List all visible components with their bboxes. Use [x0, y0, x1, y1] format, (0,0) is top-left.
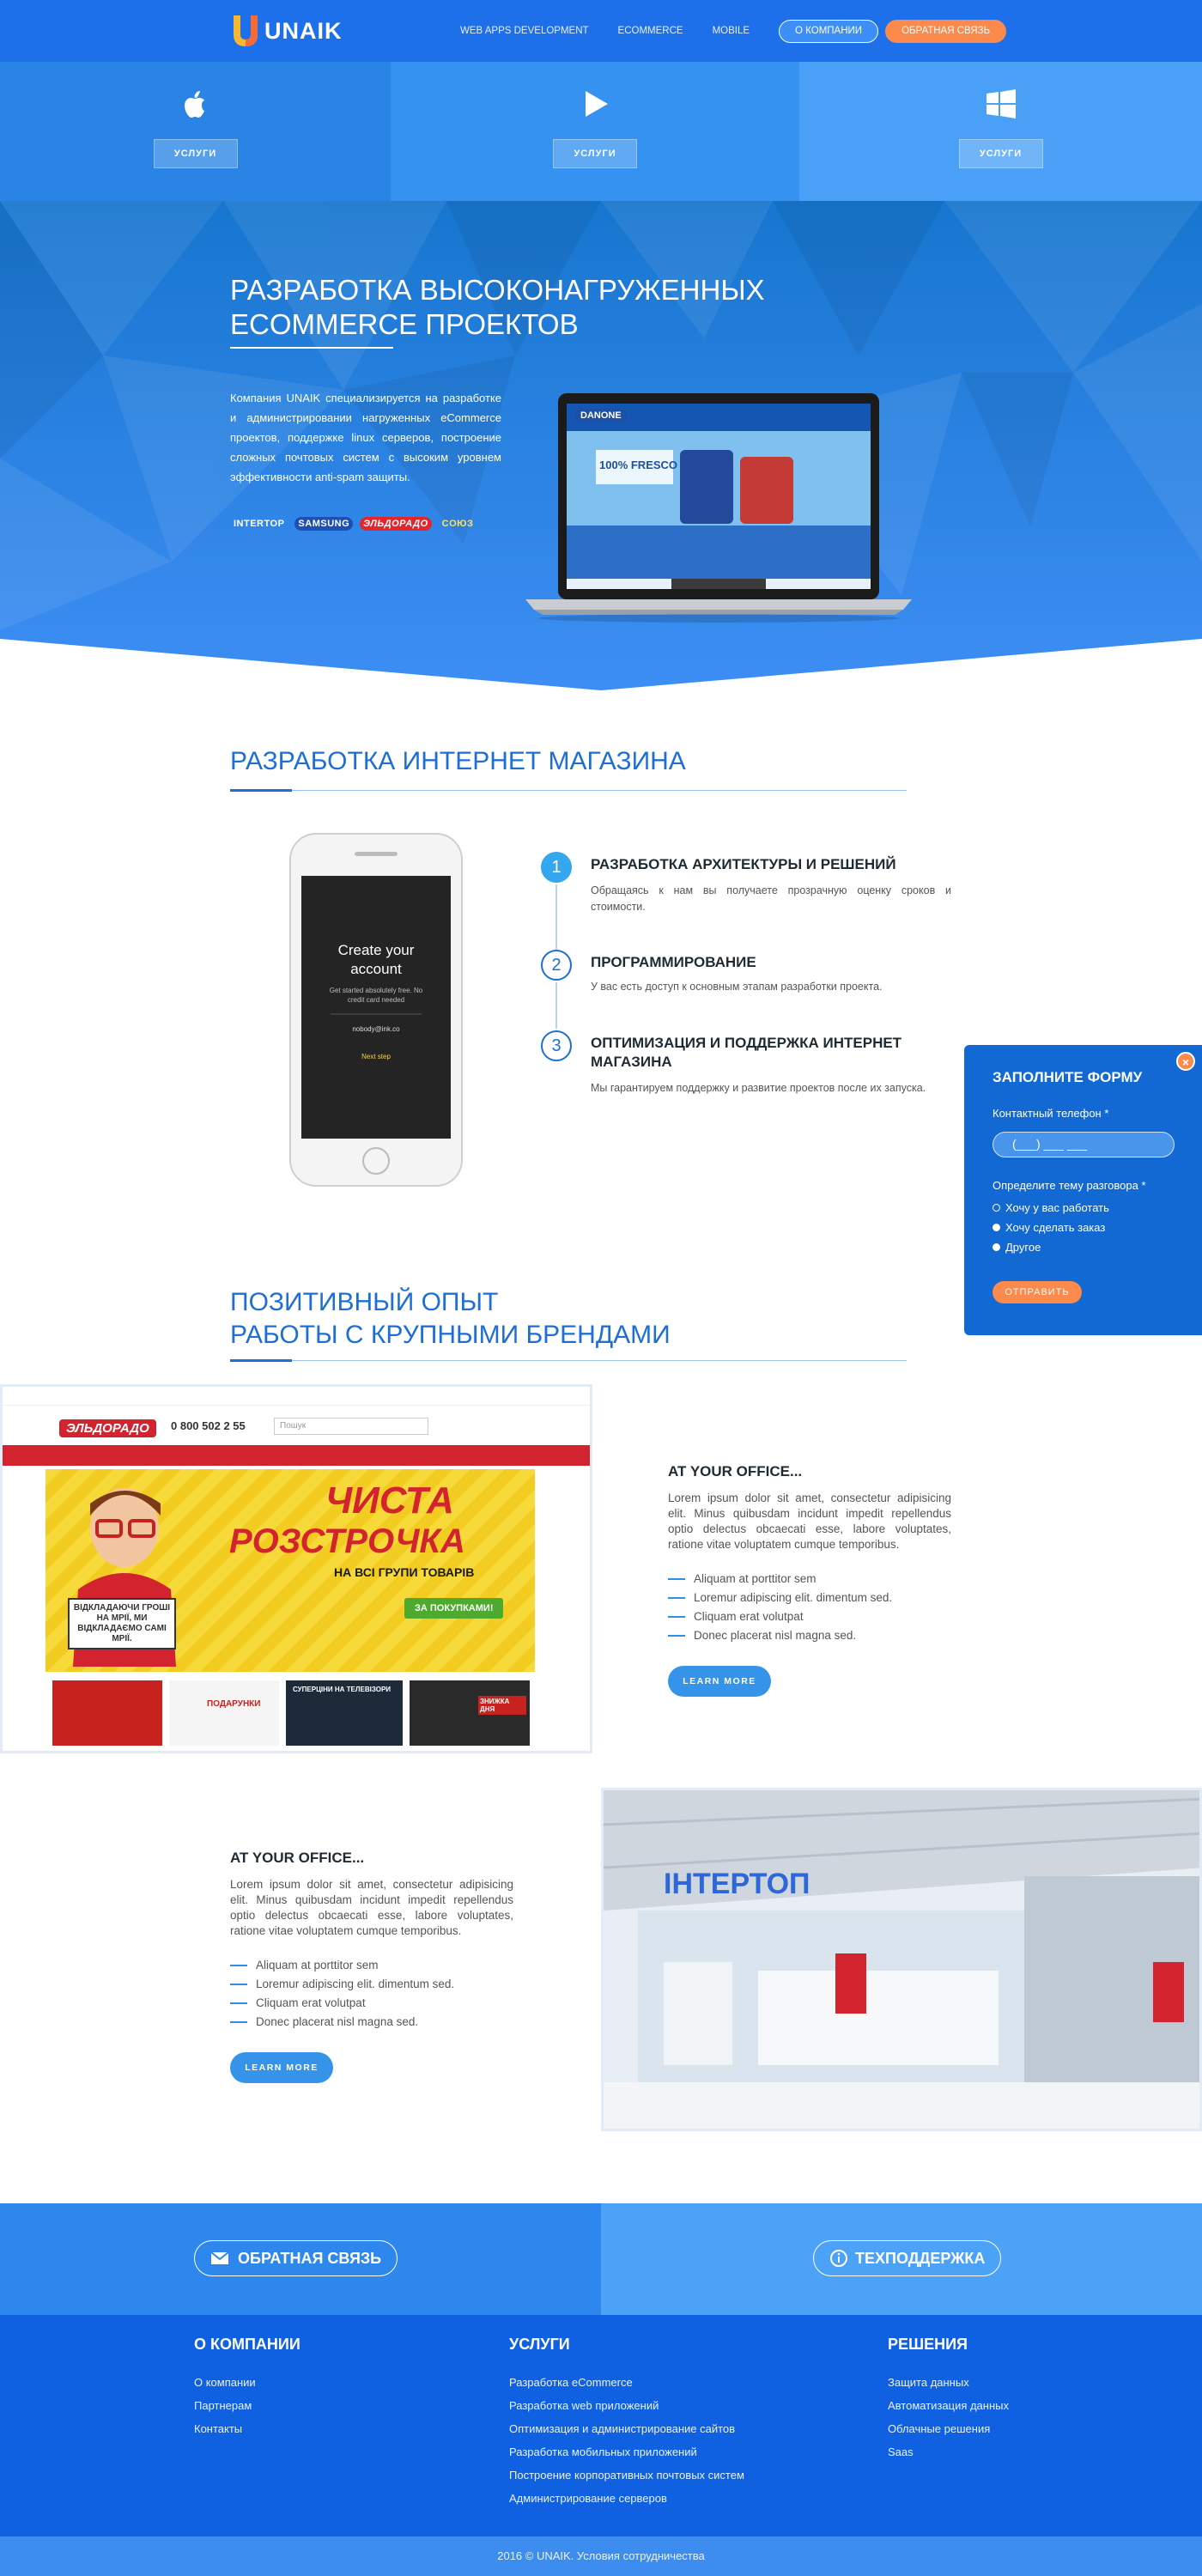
promo-tile-label: ПОДАРУНКИ [207, 1699, 261, 1709]
promo-speech-bubble: ВІДКЛАДАЮЧИ ГРОШІ НА МРІЇ, МИ ВІДКЛАДАЄМО САМІ МРІЇ. [68, 1598, 176, 1649]
service-button[interactable]: УСЛУГИ [959, 139, 1043, 168]
footer-about-column [194, 2336, 300, 2440]
list-item: Cliquam erat volutpat [668, 1607, 951, 1626]
step-number: 1 [541, 852, 572, 883]
footer-link[interactable]: Автоматизация данных [888, 2399, 1009, 2412]
office-title: AT YOUR OFFICE... [668, 1463, 803, 1479]
phone-next-step[interactable]: Next step [361, 1053, 391, 1060]
about-button[interactable]: О КОМПАНИИ [779, 20, 878, 43]
step-number: 2 [541, 950, 572, 981]
laptop-mockup [525, 393, 912, 627]
topic-option-order[interactable] [993, 1221, 1105, 1234]
cta-support-panel [601, 2203, 1202, 2315]
footer-heading: УСЛУГИ [509, 2336, 570, 2353]
step-number: 3 [541, 1030, 572, 1061]
logo-text: UNAIK [264, 17, 343, 44]
eldorado-menu-bar [3, 1445, 592, 1466]
service-button[interactable]: УСЛУГИ [154, 139, 238, 168]
service-apple [0, 62, 391, 201]
brands-title-line2: РАБОТЫ С КРУПНЫМИ БРЕНДАМИ [230, 1321, 671, 1349]
service-windows [799, 62, 1202, 201]
eldorado-logo: ЭЛЬДОРАДО [59, 1419, 156, 1437]
cta-support-label: ТЕХПОДДЕРЖКА [855, 2249, 986, 2267]
promo-subtitle: НА ВСІ ГРУПИ ТОВАРІВ [334, 1565, 475, 1579]
service-button[interactable]: УСЛУГИ [553, 139, 637, 168]
step-title: РАЗРАБОТКА АРХИТЕКТУРЫ И РЕШЕНИЙ [591, 856, 896, 872]
eldorado-search-input[interactable]: Пошук [274, 1418, 428, 1435]
footer-services-column [509, 2336, 744, 2510]
footer-solutions-column [888, 2336, 1009, 2464]
option-label: Хочу сделать заказ [1005, 1221, 1106, 1234]
footer-link[interactable]: Партнерам [194, 2399, 252, 2412]
list-item: Cliquam erat volutpat [230, 1994, 513, 2013]
cta-support-button[interactable] [813, 2240, 1001, 2276]
brands-title-line1: ПОЗИТИВНЫЙ ОПЫТ [230, 1288, 499, 1316]
brands-section-title [230, 1286, 671, 1352]
radio-icon[interactable] [993, 1243, 1000, 1251]
list-item: Loremur adipiscing elit. dimentum sed. [668, 1589, 951, 1607]
office-text: Lorem ipsum dolor sit amet, consectetur adipisicing elit. Minus quibusdam incidunt impedit repellendus optio delectus obcaecati esse, labore voluptates, ratione vitae voluptatem cumque temporibus. [230, 1878, 513, 1937]
footer-link[interactable]: Защита данных [888, 2376, 969, 2389]
nav-ecommerce[interactable]: ECOMMERCE [617, 26, 683, 36]
step-1 [541, 852, 953, 912]
eldorado-promo-banner [46, 1469, 535, 1672]
client-logos [230, 517, 477, 531]
radio-icon[interactable] [993, 1224, 1000, 1231]
step-3 [541, 1030, 953, 1099]
close-icon[interactable]: × [1176, 1052, 1195, 1071]
cta-feedback-button[interactable] [194, 2240, 398, 2276]
footer-heading: РЕШЕНИЯ [888, 2336, 968, 2353]
apple-icon [179, 88, 212, 120]
step-text: Обращаясь к нам вы получаете прозрачную оценку сроков и стоимости. [591, 884, 951, 913]
list-item: Aliquam at porttitor sem [668, 1570, 951, 1589]
footer-link[interactable]: Контакты [194, 2422, 243, 2435]
phone-label: Контактный телефон * [993, 1107, 1109, 1120]
footer-link[interactable]: Saas [888, 2445, 914, 2458]
promo-title-line2: РОЗСТРОЧКА [229, 1522, 465, 1560]
shop-section-divider [230, 790, 907, 791]
logo[interactable] [230, 12, 343, 50]
services-strip [0, 62, 1202, 201]
play-icon [579, 88, 611, 120]
phone-screen-email: nobody@ink.co [352, 1025, 400, 1033]
intertop-sign: ІНТЕРТОП [664, 1868, 810, 1900]
info-icon [829, 2249, 848, 2268]
eldorado-topbar [3, 1387, 592, 1406]
step-2 [541, 950, 953, 1001]
option-label: Хочу у вас работать [1005, 1201, 1109, 1214]
step-title: ОПТИМИЗАЦИЯ И ПОДДЕРЖКА ИНТЕРНЕТ МАГАЗИНА [591, 1035, 902, 1070]
laptop-image [525, 393, 912, 627]
office-block-1 [668, 1463, 951, 1645]
promo-tile[interactable] [410, 1680, 530, 1746]
footer-link[interactable]: Разработка web приложений [509, 2399, 659, 2412]
submit-button[interactable]: ОТПРАВИТЬ [993, 1281, 1082, 1303]
copyright: 2016 © UNAIK. Условия сотрудничества [0, 2537, 1202, 2576]
cta-strip [0, 2203, 1202, 2315]
radio-icon[interactable] [993, 1204, 1000, 1212]
step-text: У вас есть доступ к основным этапам разработки проекта. [591, 981, 883, 993]
topic-option-other[interactable] [993, 1241, 1041, 1254]
office-list [668, 1570, 951, 1645]
hero-description: Компания UNAIK специализируется на разработке и администрировании нагруженных eCommerce проектов, поддержке linux серверов, построение сложных почтовых систем с высоким уровнем эффективности anti-spam защиты. [230, 392, 501, 483]
hero-title: РАЗРАБОТКА ВЫСОКОНАГРУЖЕННЫХ ECOMMERCE ПРОЕКТОВ [230, 273, 934, 342]
cta-feedback-panel [0, 2203, 601, 2315]
office-title: AT YOUR OFFICE... [230, 1850, 365, 1866]
learn-more-button[interactable]: LEARN MORE [230, 2052, 333, 2083]
step-title: ПРОГРАММИРОВАНИЕ [591, 954, 756, 970]
footer-link[interactable]: О компании [194, 2376, 256, 2389]
learn-more-button[interactable]: LEARN MORE [668, 1666, 771, 1697]
feedback-button[interactable]: ОБРАТНАЯ СВЯЗЬ [885, 20, 1006, 43]
step-text: Мы гарантируем поддержку и развитие проектов после их запуска. [591, 1082, 926, 1094]
windows-icon [985, 88, 1017, 120]
hero-section [0, 201, 1202, 690]
service-android [391, 62, 799, 201]
list-item: Donec placerat nisl magna sed. [668, 1626, 951, 1645]
store-photo [604, 1790, 1202, 2131]
cta-feedback-label: ОБРАТНАЯ СВЯЗЬ [238, 2249, 382, 2267]
brands-section-divider [230, 1360, 907, 1361]
footer-link[interactable]: Администрирование серверов [509, 2492, 667, 2505]
laptop-screen-headline: 100% FRESCO [599, 459, 678, 471]
nav-mobile[interactable]: MOBILE [712, 26, 750, 36]
eldorado-screenshot [0, 1384, 592, 1753]
client-logo-samsung: SAMSUNG [294, 517, 353, 531]
footer-link[interactable]: Облачные решения [888, 2422, 991, 2435]
promo-tile[interactable] [286, 1680, 403, 1746]
nav-web-apps[interactable]: WEB APPS DEVELOPMENT [460, 26, 589, 36]
intertop-store-photo [601, 1788, 1202, 2131]
client-logo-eldorado: ЭЛЬДОРАДО [360, 517, 431, 531]
laptop-screen-brand: DANONE [575, 409, 627, 422]
topic-option-job[interactable] [993, 1201, 1109, 1214]
phone-screen-subtitle: Get started absolutely free. No credit card needed [329, 987, 423, 1004]
site-header [0, 0, 1202, 62]
client-logo-intertop: INTERTOP [234, 519, 285, 529]
phone-input[interactable]: (___) ___ ___ [993, 1132, 1175, 1157]
promo-cta-button[interactable]: ЗА ПОКУПКАМИ! [404, 1598, 503, 1619]
form-title: ЗАПОЛНИТЕ ФОРМУ [993, 1069, 1143, 1085]
main-nav [460, 19, 1013, 43]
logo-u-icon [230, 12, 261, 50]
list-item: Donec placerat nisl magna sed. [230, 2013, 513, 2032]
shop-section-title: РАЗРАБОТКА ИНТЕРНЕТ МАГАЗИНА [230, 747, 686, 775]
eldorado-phone: 0 800 502 2 55 [171, 1419, 246, 1432]
office-block-2 [230, 1850, 513, 2032]
promo-tile[interactable] [169, 1680, 279, 1746]
list-item: Aliquam at porttitor sem [230, 1956, 513, 1975]
promo-tile-label: СУПЕРЦІНИ НА ТЕЛЕВІЗОРИ [293, 1686, 392, 1693]
footer-link[interactable]: Построение корпоративных почтовых систем [509, 2469, 744, 2482]
office-list [230, 1956, 513, 2032]
envelope-icon [210, 2251, 229, 2265]
phone-screen-title: Create your account [337, 942, 415, 977]
topic-label: Определите тему разговора * [993, 1179, 1146, 1192]
footer-link[interactable]: Разработка мобильных приложений [509, 2445, 697, 2458]
client-logo-soyuz: COЮЗ [441, 519, 474, 529]
office-text: Lorem ipsum dolor sit amet, consectetur adipisicing elit. Minus quibusdam incidunt impedit repellendus optio delectus obcaecati esse, labore voluptates, ratione vitae voluptatem cumque temporibus. [668, 1492, 951, 1551]
contact-form-popup [964, 1045, 1202, 1335]
option-label: Другое [1005, 1241, 1041, 1254]
footer-link[interactable]: Оптимизация и администрирование сайтов [509, 2422, 736, 2435]
footer-link[interactable]: Разработка eCommerce [509, 2376, 633, 2389]
promo-title-line1: ЧИСТА [325, 1479, 454, 1522]
phone-mockup [289, 833, 463, 1187]
list-item: Loremur adipiscing elit. dimentum sed. [230, 1975, 513, 1994]
promo-tile-label: ЗНИЖКА ДНЯ [478, 1696, 526, 1715]
promo-tile[interactable] [52, 1680, 162, 1746]
site-footer [0, 2315, 1202, 2537]
footer-heading: О КОМПАНИИ [194, 2336, 300, 2353]
phone-image [289, 833, 463, 1187]
